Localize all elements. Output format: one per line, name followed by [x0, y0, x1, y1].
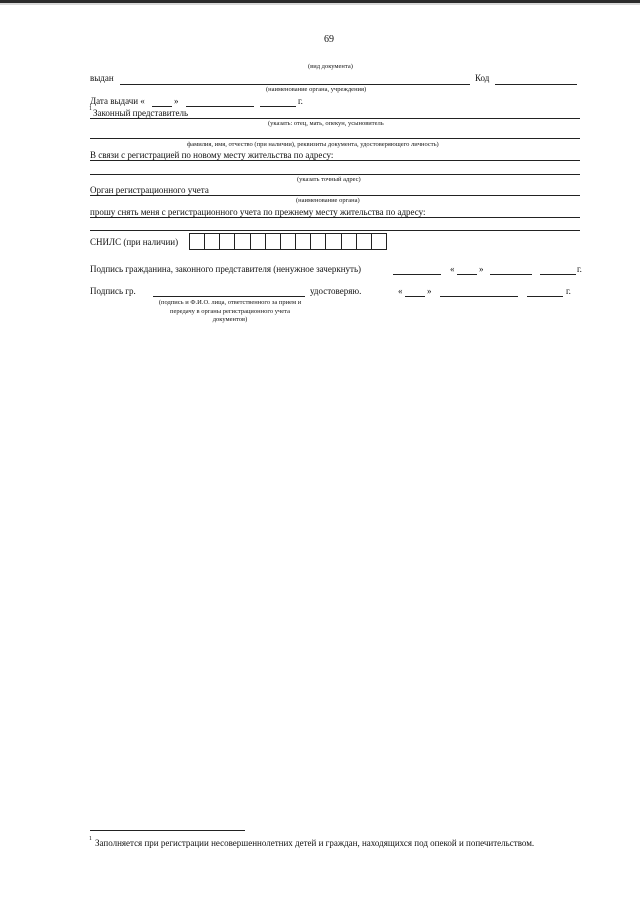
official-caption-line-2: передачу в органы регистрационного учета [170, 307, 290, 315]
snils-label: СНИЛС (при наличии) [90, 237, 179, 247]
official-date-open-quote: « [398, 286, 403, 296]
official-signature-label: Подпись гр. [90, 286, 136, 296]
legal-rep-caption: (указать: отец, мать, опекун, усыновитель [268, 120, 384, 127]
footnote-text: Заполняется при регистрации несовершеннолетних детей и граждан, находящихся под опекой и попечительством. [95, 838, 535, 848]
official-caption-line-3: документов) [212, 316, 248, 323]
request-text: прошу снять меня с регистрационного учета по прежнему месту жительства по адресу: [90, 207, 426, 217]
snils-field[interactable] [189, 233, 387, 250]
snils-cell[interactable] [251, 234, 266, 249]
issuer-caption: (наименование органа, учреждения) [266, 86, 367, 93]
issue-date-close-quote: » [174, 96, 179, 106]
official-signature-field[interactable] [153, 296, 305, 297]
doc-type-caption: (вид документа) [308, 63, 353, 70]
official-signature-caption [140, 299, 320, 325]
official-month-field[interactable] [440, 296, 518, 297]
snils-cell[interactable] [311, 234, 326, 249]
exact-address-caption: (указать точный адрес) [297, 176, 361, 183]
official-certify-text: удостоверяю. [310, 286, 362, 296]
snils-cell[interactable] [296, 234, 311, 249]
authority-label: Орган регистрационного учета [90, 185, 209, 195]
official-date-close-quote: » [427, 286, 432, 296]
official-date-year-suffix: г. [566, 286, 571, 296]
footnote-mark: 1 [89, 836, 92, 842]
snils-cell[interactable] [357, 234, 372, 249]
footnote-separator [90, 830, 245, 831]
official-caption-line-1: (подпись и Ф.И.О. лица, ответственного за прием и [158, 299, 302, 306]
issue-month-field[interactable] [186, 106, 254, 107]
citizen-date-open-quote: « [450, 264, 455, 274]
issuer-field[interactable] [120, 84, 470, 85]
authority-caption: (наименование органа) [296, 197, 360, 204]
snils-cell[interactable] [342, 234, 357, 249]
scan-top-edge-shadow [0, 3, 640, 5]
page-number: 69 [324, 34, 334, 45]
new-address-label: В связи с регистрацией по новому месту жительства по адресу: [90, 150, 334, 160]
snils-cell[interactable] [372, 234, 386, 249]
issue-year-field[interactable] [260, 106, 296, 107]
issue-day-field[interactable] [152, 106, 172, 107]
legal-rep-label: Законный представитель [93, 108, 189, 118]
code-label: Код [475, 73, 490, 83]
issue-date-label: Дата выдачи « [90, 96, 145, 106]
new-address-field-2[interactable] [90, 174, 580, 175]
citizen-year-field[interactable] [540, 274, 576, 275]
citizen-date-year-suffix: г. [577, 264, 582, 274]
old-address-field-2[interactable] [90, 230, 580, 231]
legal-rep-details-field[interactable] [90, 138, 580, 139]
issued-label: выдан [90, 73, 114, 83]
citizen-day-field[interactable] [457, 274, 477, 275]
snils-cell[interactable] [281, 234, 296, 249]
citizen-signature-field[interactable] [393, 274, 441, 275]
old-address-field-1[interactable] [90, 217, 580, 218]
snils-cell[interactable] [235, 234, 250, 249]
snils-cell[interactable] [326, 234, 341, 249]
issue-date-year-suffix: г. [298, 96, 303, 106]
snils-cell[interactable] [266, 234, 281, 249]
citizen-signature-label: Подпись гражданина, законного представителя (ненужное зачеркнуть) [90, 264, 362, 274]
official-day-field[interactable] [405, 296, 425, 297]
legal-rep-footnote-mark: 1 [89, 106, 92, 112]
citizen-month-field[interactable] [490, 274, 532, 275]
snils-cell[interactable] [190, 234, 205, 249]
code-field[interactable] [495, 84, 577, 85]
citizen-date-close-quote: » [479, 264, 484, 274]
authority-field[interactable] [90, 195, 580, 196]
snils-cell[interactable] [205, 234, 220, 249]
legal-rep-field[interactable] [90, 118, 580, 119]
snils-cell[interactable] [220, 234, 235, 249]
official-year-field[interactable] [527, 296, 563, 297]
legal-rep-details-caption: фамилия, имя, отчество (при наличии), реквизиты документа, удостоверяющего личность) [187, 141, 439, 148]
new-address-field-1[interactable] [90, 160, 580, 161]
